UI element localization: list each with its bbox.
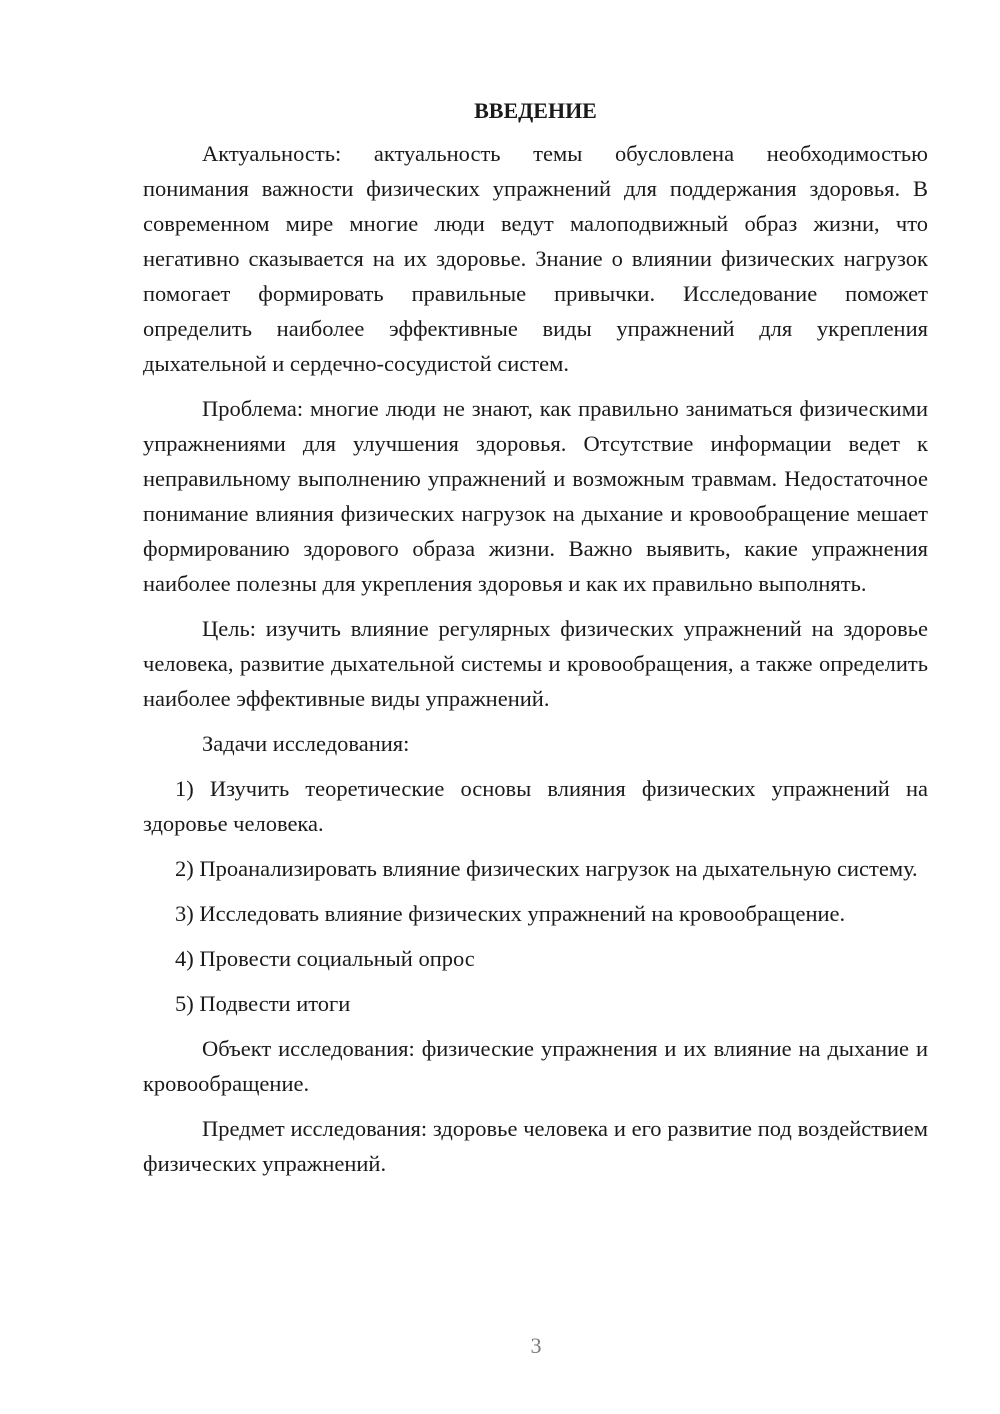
tasks-heading: Задачи исследования: (202, 731, 410, 756)
page-content (143, 96, 928, 1191)
task-item-5: 5) Подвести итоги (175, 991, 351, 1016)
task-item-4: 4) Провести социальный опрос (175, 946, 475, 971)
task-item-1: 1) Изучить теоретические основы влияния физических упражнений на здоровье человека. (143, 776, 928, 836)
goal-paragraph: Цель: изучить влияние регулярных физических упражнений на здоровье человека, развитие дыхательной системы и кровообращения, а также определить наиболее эффективные виды упражнений. (143, 616, 928, 711)
object-paragraph: Объект исследования: физические упражнения и их влияние на дыхание и кровообращение. (143, 1036, 928, 1096)
problem-paragraph: Проблема: многие люди не знают, как правильно заниматься физическими упражнениями для улучшения здоровья. Отсутствие информации ведет к неправильному выполнению упражнений и возможным травмам. Недостаточное понимание влияния физических нагрузок на дыхание и кровообращение мешает формированию здорового образа жизни. Важно выявить, какие упражнения наиболее полезны для укрепления здоровья и как их правильно выполнять. (143, 396, 928, 596)
task-item-3: 3) Исследовать влияние физических упражнений на кровообращение. (175, 901, 846, 926)
relevance-paragraph: Актуальность: актуальность темы обусловлена необходимостью понимания важности физических упражнений для поддержания здоровья. В современном мире многие люди ведут малоподвижный образ жизни, что негативно сказывается на их здоровье. Знание о влиянии физических нагрузок помогает формировать правильные привычки. Исследование поможет определить наиболее эффективные виды упражнений для укрепления дыхательной и сердечно-сосудистой систем. (143, 141, 928, 376)
subject-paragraph: Предмет исследования: здоровье человека и его развитие под воздействием физических упражнений. (143, 1116, 928, 1176)
task-item-2: 2) Проанализировать влияние физических нагрузок на дыхательную систему. (175, 856, 918, 881)
page-title: ВВЕДЕНИЕ (474, 98, 597, 123)
page-number: 3 (530, 1333, 542, 1358)
